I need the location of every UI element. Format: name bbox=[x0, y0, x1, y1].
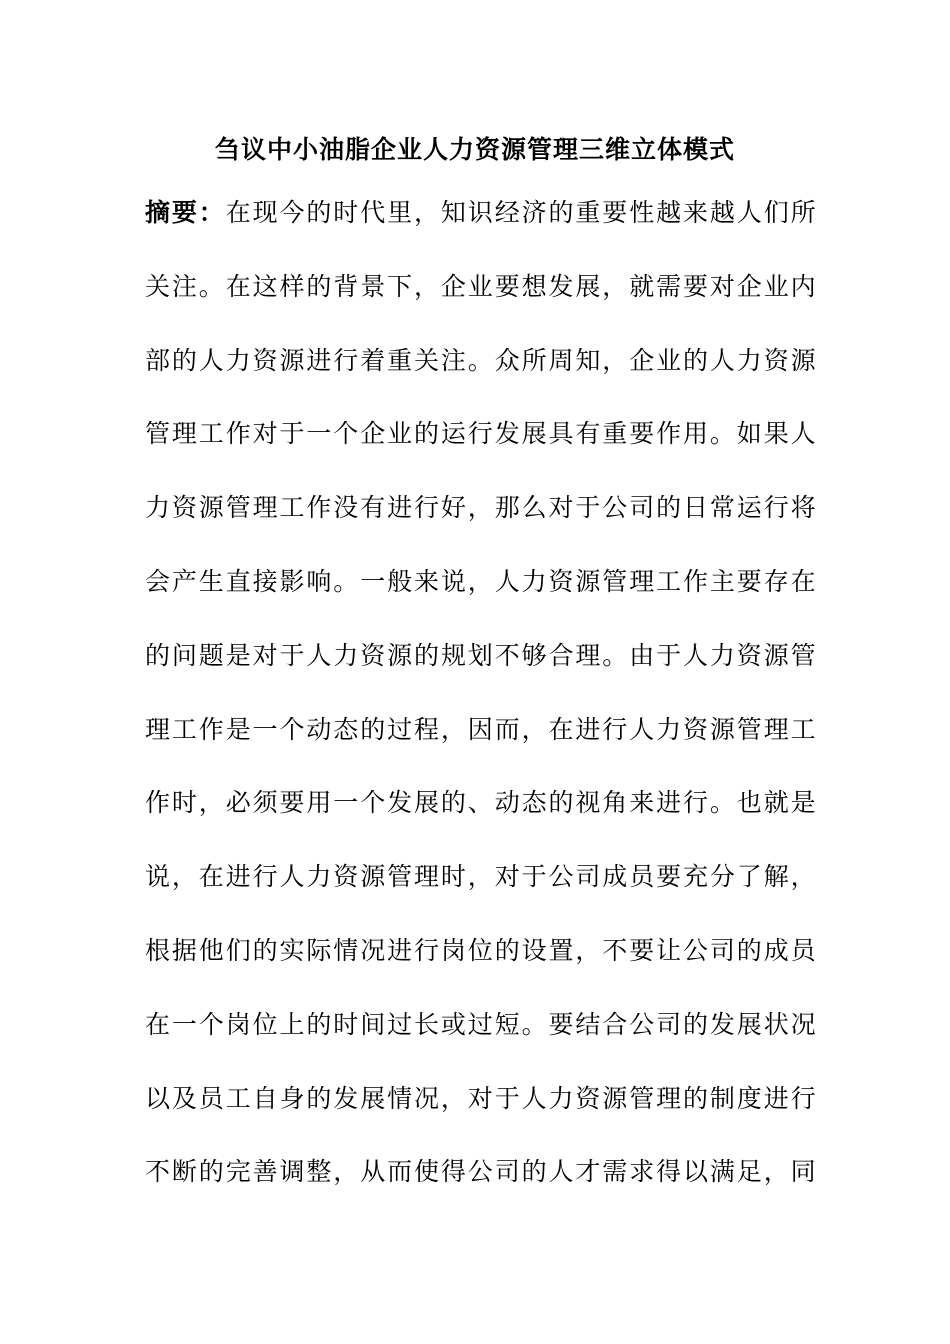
abstract-label: 摘要： bbox=[145, 198, 226, 227]
abstract-line-12: 在一个岗位上的时间过长或过短。要结合公司的发展状况 bbox=[145, 1009, 818, 1039]
abstract-first-line-text: 在现今的时代里，知识经济的重要性越来越人们所 bbox=[225, 198, 818, 227]
abstract-line-3: 部的人力资源进行着重关注。众所周知，企业的人力资源 bbox=[145, 345, 818, 375]
abstract-line-13: 以及员工自身的发展情况，对于人力资源管理的制度进行 bbox=[145, 1083, 818, 1113]
abstract-line-4: 管理工作对于一个企业的运行发展具有重要作用。如果人 bbox=[145, 419, 818, 449]
abstract-body bbox=[145, 188, 818, 1221]
abstract-line-1 bbox=[145, 188, 818, 262]
abstract-line-7: 的问题是对于人力资源的规划不够合理。由于人力资源管 bbox=[145, 640, 818, 670]
document-title: 刍议中小油脂企业人力资源管理三维立体模式 bbox=[214, 135, 735, 164]
abstract-line-6: 会产生直接影响。一般来说，人力资源管理工作主要存在 bbox=[145, 566, 818, 596]
abstract-line-5: 力资源管理工作没有进行好，那么对于公司的日常运行将 bbox=[145, 493, 818, 523]
abstract-line-2: 关注。在这样的背景下，企业要想发展，就需要对企业内 bbox=[145, 271, 818, 301]
abstract-line-14: 不断的完善调整，从而使得公司的人才需求得以满足，同 bbox=[145, 1157, 818, 1187]
abstract-line-8: 理工作是一个动态的过程，因而，在进行人力资源管理工 bbox=[145, 714, 818, 744]
abstract-line-11: 根据他们的实际情况进行岗位的设置，不要让公司的成员 bbox=[145, 935, 818, 965]
abstract-line-9: 作时，必须要用一个发展的、动态的视角来进行。也就是 bbox=[145, 788, 818, 818]
abstract-line-10: 说，在进行人力资源管理时，对于公司成员要充分了解， bbox=[145, 862, 818, 892]
